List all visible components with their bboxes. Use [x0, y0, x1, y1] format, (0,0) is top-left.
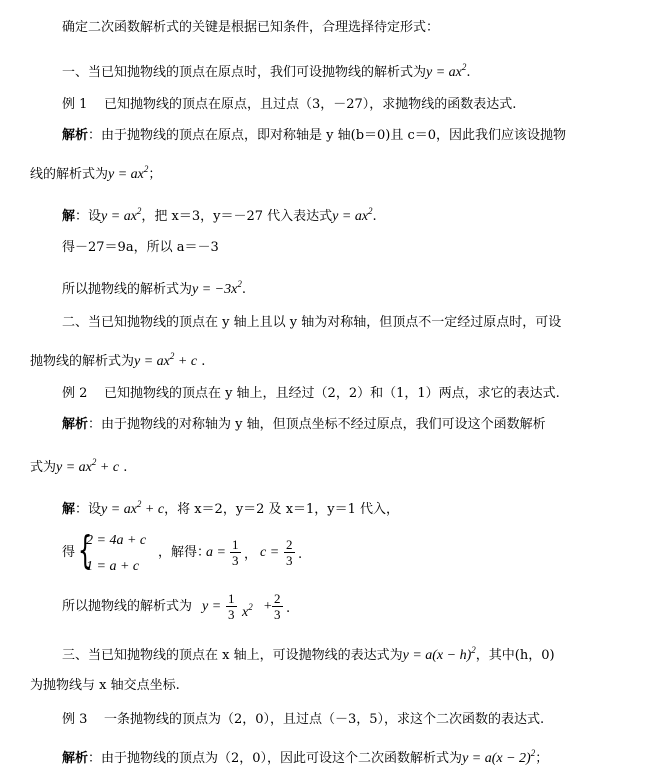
section3-heading-text: 三、当已知抛物线的顶点在 x 轴上，可设抛物线的表达式为: [62, 648, 403, 663]
answer2-frac1: [226, 591, 237, 622]
analysis2-label: 解析: [62, 417, 89, 432]
section3-formula: y = a(x − h): [402, 648, 472, 663]
exponent: 2: [143, 164, 149, 174]
section3-heading: [62, 640, 555, 666]
frac-c: [284, 537, 295, 568]
analysis2: [62, 415, 546, 435]
answer2-frac2-num: 2: [274, 591, 281, 606]
section2-formula-a: y = ax: [134, 354, 170, 369]
exponent: 2: [91, 457, 97, 467]
section1-heading-text: 一、当已知抛物线的顶点在原点时，我们可设抛物线的解析式为: [62, 65, 427, 80]
example2-text: 已知抛物线的顶点在 y 轴上，且经过（2，2）和（1，1）两点，求它的表达式.: [103, 386, 560, 401]
solution1-label: 解: [62, 209, 76, 224]
answer1-text: 所以抛物线的解析式为: [62, 282, 193, 297]
solved-a: a =: [206, 545, 226, 560]
answer1-formula: y = −3x: [192, 282, 238, 297]
example3-label: 例 3: [62, 712, 88, 727]
solution2-text-b: ，将 x＝2，y＝2 及 x＝1，y＝1 代入，: [164, 502, 400, 517]
analysis1-line2: [30, 159, 161, 185]
answer2-frac1-den: 3: [228, 607, 235, 622]
system-brace: {: [77, 528, 93, 572]
solution2-text-a: ：设: [75, 502, 102, 517]
frac-a-den: 3: [232, 553, 239, 568]
solution2-formula-b: + c: [141, 502, 165, 517]
example1: [62, 95, 516, 115]
analysis2-line2: [30, 452, 127, 478]
analysis1-label: 解析: [62, 128, 89, 143]
answer1: [62, 274, 246, 300]
analysis3-text: ：由于抛物线的顶点为（2，0），因此可设这个二次函数解析式为: [88, 751, 463, 766]
exponent: 2: [471, 645, 476, 655]
answer2-frac2: [272, 591, 283, 622]
section3-heading-text-b: ，其中(h，0): [475, 648, 555, 663]
analysis1-text2: 线的解析式为: [30, 167, 109, 182]
comma: ，: [244, 547, 258, 562]
period: .: [286, 601, 291, 616]
period: .: [241, 282, 246, 297]
analysis2-text2: 式为: [30, 460, 57, 475]
solution1: [62, 201, 377, 227]
solution1-line2: 得－27＝9a，所以 a＝－3: [62, 240, 219, 255]
exponent: 2: [169, 351, 175, 361]
analysis3-formula: y = a(x − 2): [462, 751, 531, 766]
section1-heading: [62, 57, 471, 83]
system-eq2: 1 = a + c: [86, 559, 140, 574]
exponent: 2: [530, 748, 536, 758]
solution1-formula-b: y = ax: [332, 209, 369, 224]
example3: [62, 710, 544, 730]
frac-c-num: 2: [286, 537, 293, 552]
example2-label: 例 2: [62, 386, 88, 401]
analysis1: [62, 126, 566, 146]
period: .: [466, 65, 471, 80]
frac-a: [230, 537, 241, 568]
solution2-label: 解: [62, 502, 76, 517]
system-eq1: 2 = 4a + c: [86, 533, 147, 548]
analysis3-end: ；: [535, 751, 549, 766]
exponent: 2: [237, 279, 242, 289]
analysis2-formula-a: y = ax: [56, 460, 92, 475]
exponent: 2: [136, 499, 142, 509]
frac-c-den: 3: [286, 553, 293, 568]
analysis3: [62, 743, 548, 769]
answer2-plus: +: [263, 599, 273, 614]
exponent: 2: [461, 62, 467, 72]
answer2-y: y =: [202, 599, 222, 614]
solved-c: c =: [260, 545, 280, 560]
analysis1-formula: y = ax: [108, 167, 144, 182]
answer2-frac1-num: 1: [228, 591, 235, 606]
section1-formula: y = ax: [426, 65, 462, 80]
period: .: [123, 460, 128, 475]
answer2-x-var: x: [242, 605, 249, 620]
period: .: [372, 209, 377, 224]
period: .: [201, 354, 206, 369]
exponent: 2: [136, 206, 142, 216]
analysis1-text: ：由于抛物线的顶点在原点，即对称轴是 y 轴(b＝0)且 c＝0，因此我们应该设抛物: [88, 128, 567, 143]
period: .: [298, 547, 303, 562]
example3-text: 一条抛物线的顶点为（2，0），且过点（－3，5），求这个二次函数的表达式.: [103, 712, 545, 727]
section3-heading-line2: 为抛物线与 x 轴交点坐标.: [30, 678, 180, 693]
example2: [62, 384, 560, 404]
section2-heading-line2: [30, 346, 205, 372]
system-solved: ，解得：: [158, 545, 211, 560]
answer2-text: 所以抛物线的解析式为: [62, 599, 193, 614]
section2-heading-text2: 抛物线的解析式为: [30, 354, 135, 369]
intro-text: 确定二次函数解析式的关键是根据已知条件，合理选择待定形式：: [62, 20, 440, 35]
solution1-formula-a: y = ax: [101, 209, 137, 224]
example1-text: 已知抛物线的顶点在原点，且过点（3，－27），求抛物线的函数表达式.: [103, 97, 517, 112]
section2-formula-b: + c: [174, 354, 198, 369]
semicolon: ；: [148, 167, 162, 182]
analysis3-label: 解析: [62, 751, 89, 766]
analysis2-formula-b: + c: [96, 460, 120, 475]
solution1-text-b: ，把 x＝3，y＝－27 代入表达式: [141, 209, 333, 224]
frac-a-num: 1: [232, 537, 239, 552]
exponent: 2: [248, 602, 253, 612]
analysis2-text: ：由于抛物线的对称轴为 y 轴，但顶点坐标不经过原点，我们可设这个函数解析: [88, 417, 546, 432]
system-de: 得: [62, 545, 76, 560]
solution2-formula-a: y = ax: [101, 502, 137, 517]
solution2: [62, 494, 399, 520]
section2-heading: 二、当已知抛物线的顶点在 y 轴上且以 y 轴为对称轴，但顶点不一定经过原点时，可设: [62, 315, 562, 330]
answer2-frac2-den: 3: [274, 607, 281, 622]
solution1-text-a: ：设: [75, 209, 102, 224]
answer2-x: [242, 597, 253, 623]
example1-label: 例 1: [62, 97, 88, 112]
exponent: 2: [368, 206, 373, 216]
